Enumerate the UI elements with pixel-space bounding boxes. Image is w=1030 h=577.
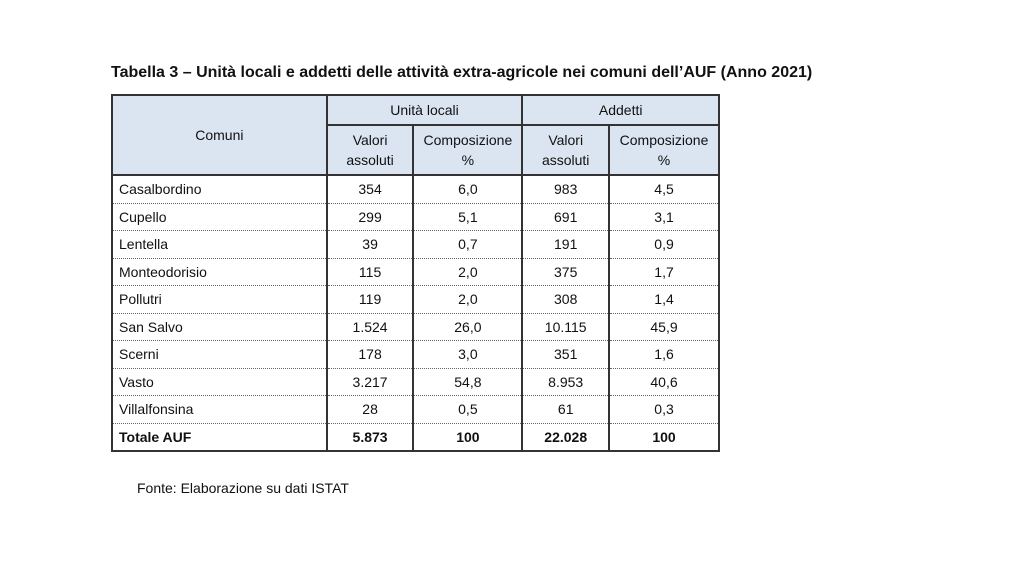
cell-addetti-composizione: 4,5 [609, 175, 719, 203]
cell-unita-composizione: 26,0 [413, 313, 522, 341]
table-row [112, 175, 719, 203]
cell-comune: Cupello [112, 203, 327, 231]
subheader-valori-unita: Valori assoluti [327, 125, 414, 175]
cell-addetti-composizione: 0,3 [609, 396, 719, 424]
header-unita-locali: Unità locali [327, 95, 523, 125]
table-row [112, 368, 719, 396]
cell-comune: Lentella [112, 231, 327, 259]
cell-comune: Monteodorisio [112, 258, 327, 286]
table-row [112, 203, 719, 231]
cell-unita-valore: 39 [327, 231, 414, 259]
table-row [112, 396, 719, 424]
cell-addetti-valore: 61 [522, 396, 609, 424]
table-row [112, 231, 719, 259]
data-table [111, 94, 720, 452]
cell-addetti-valore: 308 [522, 286, 609, 314]
cell-addetti-valore: 351 [522, 341, 609, 369]
cell-unita-composizione: 3,0 [413, 341, 522, 369]
cell-unita-valore: 178 [327, 341, 414, 369]
cell-unita-valore: 1.524 [327, 313, 414, 341]
cell-addetti-composizione: 1,7 [609, 258, 719, 286]
cell-addetti-valore: 691 [522, 203, 609, 231]
cell-unita-composizione: 6,0 [413, 175, 522, 203]
cell-unita-composizione: 0,5 [413, 396, 522, 424]
cell-addetti-composizione: 40,6 [609, 368, 719, 396]
table-row [112, 258, 719, 286]
cell-unita-composizione: 0,7 [413, 231, 522, 259]
cell-total-unita-valore: 5.873 [327, 423, 414, 451]
table-row [112, 286, 719, 314]
cell-addetti-composizione: 45,9 [609, 313, 719, 341]
cell-addetti-valore: 375 [522, 258, 609, 286]
cell-unita-composizione: 54,8 [413, 368, 522, 396]
cell-addetti-valore: 983 [522, 175, 609, 203]
cell-total-addetti-valore: 22.028 [522, 423, 609, 451]
cell-total-unita-composizione: 100 [413, 423, 522, 451]
cell-addetti-composizione: 0,9 [609, 231, 719, 259]
cell-addetti-composizione: 1,4 [609, 286, 719, 314]
cell-total-addetti-composizione: 100 [609, 423, 719, 451]
cell-unita-valore: 3.217 [327, 368, 414, 396]
cell-unita-valore: 299 [327, 203, 414, 231]
cell-addetti-composizione: 1,6 [609, 341, 719, 369]
cell-unita-composizione: 2,0 [413, 286, 522, 314]
cell-comune: Pollutri [112, 286, 327, 314]
cell-addetti-composizione: 3,1 [609, 203, 719, 231]
table-total-row [112, 423, 719, 451]
cell-unita-valore: 354 [327, 175, 414, 203]
cell-comune: Scerni [112, 341, 327, 369]
cell-total-label: Totale AUF [112, 423, 327, 451]
cell-comune: Casalbordino [112, 175, 327, 203]
table-title: Tabella 3 – Unità locali e addetti delle attività extra-agricole nei comuni dell’AUF (Anno 2021) [111, 64, 813, 81]
subheader-valori-addetti: Valori assoluti [522, 125, 609, 175]
subheader-composizione-unita: Composizione % [413, 125, 522, 175]
cell-unita-composizione: 2,0 [413, 258, 522, 286]
cell-unita-composizione: 5,1 [413, 203, 522, 231]
cell-comune: San Salvo [112, 313, 327, 341]
table-row [112, 341, 719, 369]
cell-comune: Villalfonsina [112, 396, 327, 424]
header-addetti: Addetti [522, 95, 719, 125]
cell-unita-valore: 115 [327, 258, 414, 286]
cell-comune: Vasto [112, 368, 327, 396]
cell-addetti-valore: 191 [522, 231, 609, 259]
table-row [112, 313, 719, 341]
subheader-composizione-addetti: Composizione % [609, 125, 719, 175]
cell-unita-valore: 119 [327, 286, 414, 314]
cell-unita-valore: 28 [327, 396, 414, 424]
source-note: Fonte: Elaborazione su dati ISTAT [137, 480, 349, 496]
cell-addetti-valore: 8.953 [522, 368, 609, 396]
cell-addetti-valore: 10.115 [522, 313, 609, 341]
header-comuni: Comuni [112, 95, 327, 175]
